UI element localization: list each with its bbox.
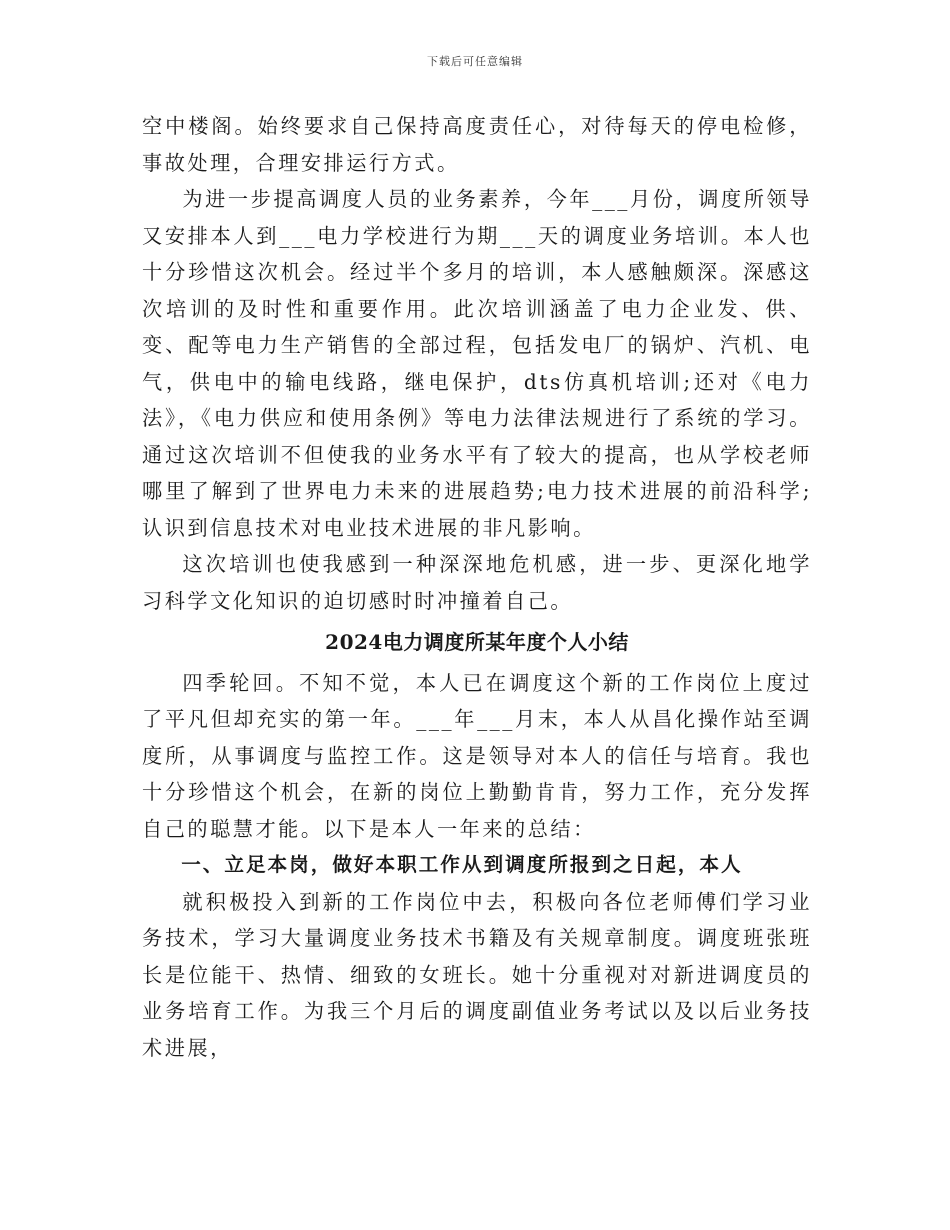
document-title: 2024电力调度所某年度个人小结 bbox=[325, 630, 629, 654]
paragraph-section-body: 就积极投入到新的工作岗位中去，积极向各位老师傅们学习业务技术，学习大量调度业务技术书籍及有关规章制度。调度班张班长是位能干、热情、细致的女班长。她十分重视对对新进调度员的业务培育工作。为我三个月后的调度副值业务考试以及以后业务技术进展， bbox=[142, 889, 812, 1060]
paragraph-continuation: 空中楼阁。始终要求自己保持高度责任心，对待每天的停电检修，事故处理，合理安排运行方式。 bbox=[142, 114, 812, 175]
page-header: 下载后可任意编辑 bbox=[427, 55, 523, 68]
document-body bbox=[142, 108, 812, 1066]
paragraph-crisis: 这次培训也使我感到一种深深地危机感，进一步、更深化地学习科学文化知识的迫切感时时冲撞着自己。 bbox=[142, 552, 812, 613]
paragraph-intro: 四季轮回。不知不觉，本人已在调度这个新的工作岗位上度过了平凡但却充实的第一年。___年___月末，本人从昌化操作站至调度所，从事调度与监控工作。这是领导对本人的信任与培育。我也十分珍惜这个机会，在新的岗位上勤勤肯肯，努力工作，充分发挥自己的聪慧才能。以下是本人一年来的总结： bbox=[142, 670, 812, 841]
paragraph-training: 为进一步提高调度人员的业务素养，今年___月份，调度所领导又安排本人到___电力学校进行为期___天的调度业务培训。本人也十分珍惜这次机会。经过半个多月的培训，本人感触颇深。深感这次培训的及时性和重要作用。此次培训涵盖了电力企业发、供、变、配等电力生产销售的全部过程，包括发电厂的锅炉、汽机、电气，供电中的输电线路，继电保护，dts仿真机培训;还对《电力法》，《电力供应和使用条例》等电力法律法规进行了系统的学习。通过这次培训不但使我的业务水平有了较大的提高，也从学校老师哪里了解到了世界电力未来的进展趋势;电力技术进展的前沿科学;认识到信息技术对电业技术进展的非凡影响。 bbox=[142, 187, 812, 540]
section-heading: 一、立足本岗，做好本职工作从到调度所报到之日起，本人 bbox=[181, 853, 743, 876]
